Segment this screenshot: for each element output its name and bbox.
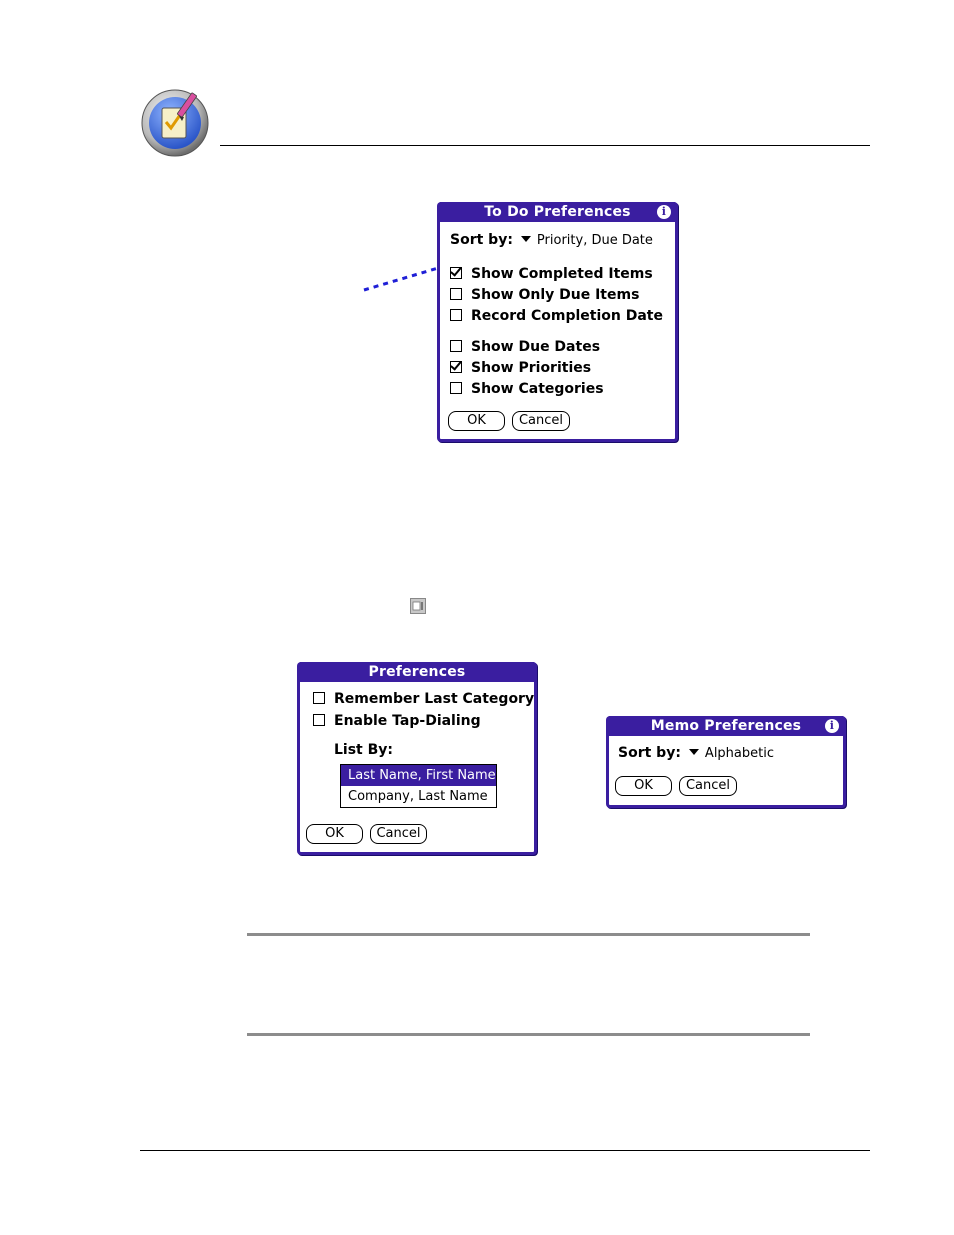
checkbox[interactable]: [450, 340, 462, 352]
option-label: Show Only Due Items: [471, 287, 640, 303]
checkbox[interactable]: [313, 714, 325, 726]
cancel-button[interactable]: Cancel: [679, 776, 737, 796]
option-label: Remember Last Category: [334, 691, 535, 707]
ok-button[interactable]: OK: [306, 824, 363, 844]
checkbox[interactable]: [450, 288, 462, 300]
option-label: Show Completed Items: [471, 266, 653, 282]
option-show-priorities[interactable]: [450, 359, 591, 377]
sort-by-label: Sort by:: [450, 232, 513, 248]
sort-by-trigger[interactable]: Alphabetic: [704, 746, 774, 761]
dialog-title-text: Memo Preferences: [650, 718, 802, 734]
cancel-button[interactable]: Cancel: [370, 824, 427, 844]
checkbox[interactable]: [450, 309, 462, 321]
option-show-categories[interactable]: [450, 380, 604, 398]
option-show-due-dates[interactable]: [450, 338, 600, 356]
option-label: Show Due Dates: [471, 339, 601, 355]
list-item[interactable]: Company, Last Name: [348, 789, 488, 804]
info-icon[interactable]: i: [657, 205, 671, 219]
checkbox-checked[interactable]: [450, 361, 462, 373]
ok-button[interactable]: OK: [615, 776, 672, 796]
info-icon[interactable]: i: [825, 719, 839, 733]
dialog-title: [609, 716, 843, 736]
option-record-completion-date[interactable]: [450, 307, 663, 325]
option-enable-tap-dialing[interactable]: [313, 712, 481, 730]
option-label: Record Completion Date: [471, 308, 663, 324]
todo-preferences-dialog: [437, 202, 678, 442]
list-item-selected[interactable]: Last Name, First Name: [341, 765, 496, 786]
list-by-label: List By:: [334, 742, 394, 758]
dialog-title: Preferences: [300, 662, 534, 682]
note-bottom-rule: [247, 1033, 810, 1036]
ok-button[interactable]: OK: [448, 411, 505, 431]
dialog-title: [440, 202, 675, 222]
header-rule: [220, 145, 870, 146]
dropdown-arrow-icon[interactable]: [689, 749, 699, 755]
checkbox[interactable]: [313, 692, 325, 704]
list-by-listbox[interactable]: [340, 764, 497, 808]
menu-icon: [410, 598, 426, 614]
option-remember-last-category[interactable]: [313, 690, 534, 708]
option-label: Enable Tap-Dialing: [334, 713, 481, 729]
note-top-rule: [247, 933, 810, 936]
memo-preferences-dialog: [606, 716, 846, 808]
sort-by-label: Sort by:: [618, 745, 681, 761]
checkbox-checked[interactable]: [450, 267, 462, 279]
footer-rule: [140, 1150, 870, 1151]
dropdown-arrow-icon[interactable]: [521, 236, 531, 242]
checkbox[interactable]: [450, 382, 462, 394]
sort-by-row: [450, 231, 653, 250]
cancel-button[interactable]: Cancel: [512, 411, 570, 431]
todo-app-icon: [140, 86, 212, 158]
option-label: Show Priorities: [471, 360, 592, 376]
sort-by-row: [618, 744, 774, 763]
option-show-only-due-items[interactable]: [450, 286, 639, 304]
option-label: Show Categories: [471, 381, 604, 397]
dialog-title-text: To Do Preferences: [484, 204, 631, 220]
sort-by-trigger[interactable]: Priority, Due Date: [536, 233, 653, 248]
option-show-completed-items[interactable]: [450, 265, 653, 283]
address-preferences-dialog: [297, 662, 537, 855]
